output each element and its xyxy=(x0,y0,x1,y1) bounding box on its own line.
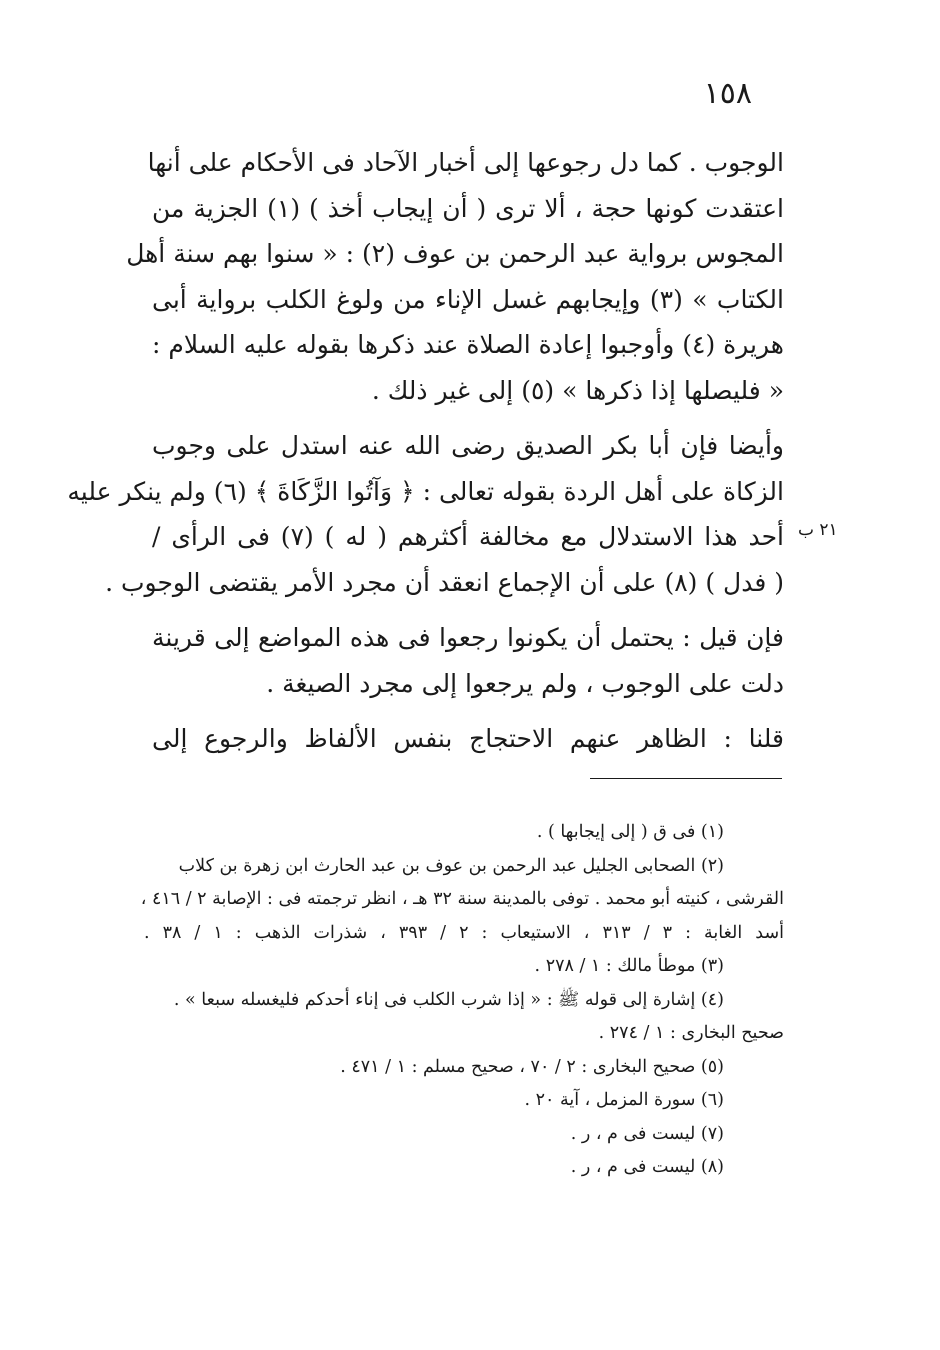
footnote-line: القرشى ، كنيته أبو محمد . توفى بالمدينة سنة ٣٢ هـ ، انظر ترجمته فى : الإصابة ٢ / ٤١٦ ، xyxy=(140,889,784,909)
footnote-line: صحيح البخارى : ١ / ٢٧٤ . xyxy=(598,1023,784,1043)
margin-folio-note: ٢١ ب xyxy=(798,520,838,540)
footnote-separator xyxy=(590,778,782,779)
text-line: قلنا : الظاهر عنهم الاحتجاج بنفس الألفاظ والرجوع إلى xyxy=(152,724,784,753)
text-line: الوجوب . كما دل رجوعها إلى أخبار الآحاد فى الأحكام على أنها xyxy=(147,148,784,177)
text-line: الكتاب » (٣) وإيجابهم غسل الإناء من ولوغ الكلب برواية أبى xyxy=(152,284,784,314)
footnote-line: (٤) إشارة إلى قوله ﷺ : « إذا شرب الكلب فى إناء أحدكم فليغسله سبعا » . xyxy=(173,989,724,1010)
text-line: وأيضا فإن أبا بكر الصديق رضى الله عنه استدل على وجوب xyxy=(152,431,784,460)
footnote-line: (٣) موطأ مالك : ١ / ٢٧٨ . xyxy=(534,956,724,976)
text-line: أحد هذا الاستدلال مع مخالفة أكثرهم ( له ) (٧) فى الرأى / xyxy=(152,522,784,551)
page-number: ١٥٨ xyxy=(703,76,752,111)
text-line: دلت على الوجوب ، ولم يرجعوا إلى مجرد الصيغة . xyxy=(266,668,784,698)
text-line: هريرة (٤) وأوجبوا إعادة الصلاة عند ذكرها بقوله عليه السلام : xyxy=(152,330,784,359)
footnote-line: (٦) سورة المزمل ، آية ٢٠ . xyxy=(524,1090,724,1110)
footnote-line: (٢) الصحابى الجليل عبد الرحمن بن عوف بن عبد الحارث ابن زهرة بن كلاب xyxy=(178,855,724,876)
text-line: الزكاة على أهل الردة بقوله تعالى : ﴿ وَآتُوا الزَّكَاةَ ﴾ (٦) ولم ينكر عليه xyxy=(67,476,784,506)
text-line: ( فدل ) (٨) على أن الإجماع انعقد أن مجرد الأمر يقتضى الوجوب . xyxy=(105,567,784,597)
footnotes-block xyxy=(140,816,784,1185)
text-line: « فليصلها إذا ذكرها » (٥) إلى غير ذلك . xyxy=(371,375,784,405)
text-line: اعتقدت كونها حجة ، ألا ترى ( أن إيجاب أخذ ) (١) الجزية من xyxy=(152,193,784,223)
main-text-block xyxy=(67,140,784,762)
footnote-line: (٧) ليست فى م ، ر . xyxy=(570,1123,724,1144)
footnote-line: أسد الغابة : ٣ / ٣١٣ ، الاستيعاب : ٢ / ٣٩٣ ، شذرات الذهب : ١ / ٣٨ . xyxy=(144,922,784,943)
footnote-line: (١) فى ق ( إلى إيجابها ) . xyxy=(536,822,724,842)
text-line: المجوس برواية عبد الرحمن بن عوف (٢) : « سنوا بهم سنة أهل xyxy=(126,239,784,268)
footnote-line: (٨) ليست فى م ، ر . xyxy=(570,1157,724,1177)
text-line: فإن قيل : يحتمل أن يكونوا رجعوا فى هذه المواضع إلى قرينة xyxy=(152,623,784,652)
footnote-line: (٥) صحيح البخارى : ٢ / ٧٠ ، صحيح مسلم : ١ / ٤٧١ . xyxy=(340,1056,724,1077)
